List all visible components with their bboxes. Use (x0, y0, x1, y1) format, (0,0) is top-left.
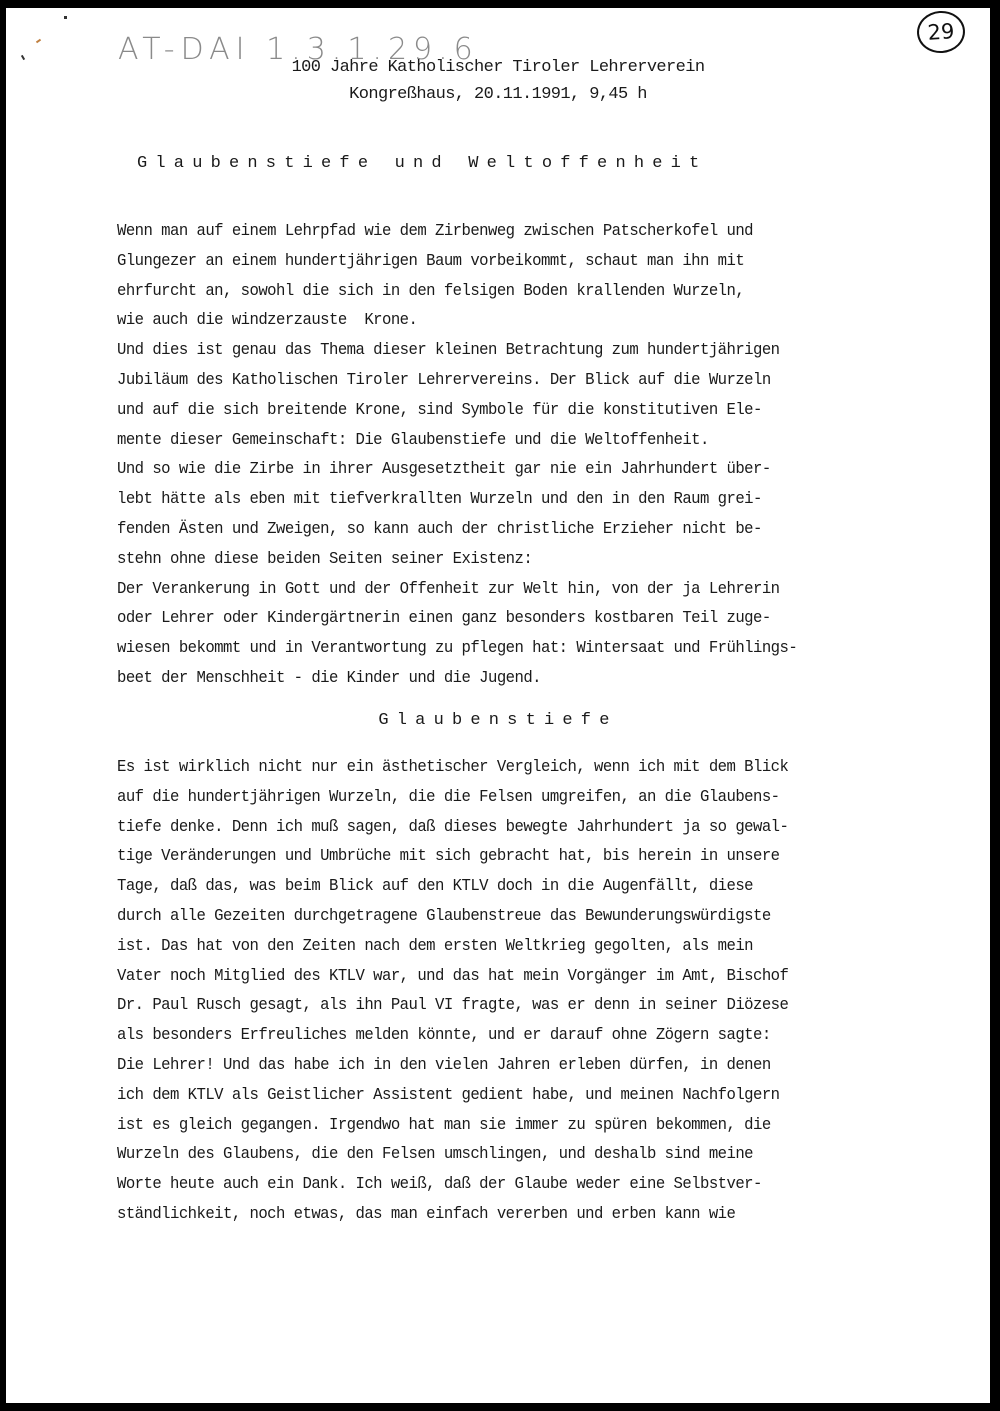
text-line: und auf die sich breitende Krone, sind Symbole für die konstitutiven Ele- (117, 400, 762, 420)
text-line: Es ist wirklich nicht nur ein ästhetischer Vergleich, wenn ich mit dem Blick (117, 758, 789, 777)
text-line: mente dieser Gemeinschaft: Die Glaubenstiefe und die Weltoffenheit. (117, 430, 709, 450)
scan-speck (36, 39, 41, 44)
text-line: tige Veränderungen und Umbrüche mit sich gebracht hat, bis herein in unsere (117, 847, 780, 867)
text-line: oder Lehrer oder Kindergärtnerin einen ganz besonders kostbaren Teil zuge- (117, 609, 771, 629)
text-line: ich dem KTLV als Geistlicher Assistent gedient habe, und meinen Nachfolgern (117, 1085, 780, 1105)
archive-signature: AT-DAI 1.3.1.29.6 (118, 32, 479, 67)
text-line: Tage, daß das, was beim Blick auf den KTLV doch in die Augenfällt, diese (117, 877, 754, 897)
text-line: Wenn man auf einem Lehrpfad wie dem Zirbenweg zwischen Patscherkofel und (117, 222, 754, 241)
text-line: Die Lehrer! Und das habe ich in den vielen Jahren erleben dürfen, in denen (117, 1055, 771, 1075)
header-venue-date: Kongreßhaus, 20.11.1991, 9,45 h (349, 85, 647, 104)
text-line: ist. Das hat von den Zeiten nach dem ersten Weltkrieg gegolten, als mein (117, 936, 754, 956)
text-line: auf die hundertjährigen Wurzeln, die die Felsen umgreifen, an die Glaubens- (117, 787, 780, 807)
text-line: Vater noch Mitglied des KTLV war, und das hat mein Vorgänger im Amt, Bischof (117, 966, 789, 986)
intro-paragraph (117, 217, 856, 694)
text-line: Jubiläum des Katholischen Tiroler Lehrervereins. Der Blick auf die Wurzeln (117, 370, 771, 390)
text-line: stehn ohne diese beiden Seiten seiner Existenz: (117, 549, 533, 569)
document-page (6, 8, 990, 1403)
text-line: ehrfurcht an, sowohl die sich in den felsigen Boden krallenden Wurzeln, (117, 281, 745, 301)
page-number-circled (916, 9, 967, 54)
section-heading: Glaubenstiefe (378, 711, 618, 730)
text-line: Worte heute auch ein Dank. Ich weiß, daß der Glaube weder eine Selbstver- (117, 1175, 762, 1195)
text-line: ständlichkeit, noch etwas, das man einfach vererben und erben kann wie (117, 1204, 736, 1224)
text-line: Glungezer an einem hundertjährigen Baum vorbeikommt, schaut man ihn mit (117, 251, 745, 271)
section-paragraph (117, 753, 847, 1230)
text-line: durch alle Gezeiten durchgetragene Glaubenstreue das Bewunderungswürdigste (117, 906, 771, 926)
header-event-title: 100 Jahre Katholischer Tiroler Lehrerverein (291, 58, 705, 77)
text-line: Und so wie die Zirbe in ihrer Ausgesetztheit gar nie ein Jahrhundert über- (117, 460, 771, 480)
text-line: ist es gleich gegangen. Irgendwo hat man sie immer zu spüren bekommen, die (117, 1115, 771, 1135)
text-line: wiesen bekommt und in Verantwortung zu pflegen hat: Wintersaat und Frühlings- (117, 639, 798, 659)
document-title: Glaubenstiefe und Weltoffenheit (137, 154, 708, 173)
text-line: wie auch die windzerzauste Krone. (117, 311, 418, 331)
text-line: lebt hätte als eben mit tiefverkrallten Wurzeln und den in den Raum grei- (117, 490, 762, 510)
text-line: tiefe denke. Denn ich muß sagen, daß dieses bewegte Jahrhundert ja so gewal- (117, 817, 789, 837)
text-line: als besonders Erfreuliches melden könnte, und er darauf ohne Zögern sagte: (117, 1026, 771, 1046)
text-line: Wurzeln des Glaubens, die den Felsen umschlingen, und deshalb sind meine (117, 1145, 754, 1165)
text-line: Dr. Paul Rusch gesagt, als ihn Paul VI fragte, was er denn in seiner Diözese (117, 996, 789, 1016)
scan-speck (64, 16, 67, 19)
text-line: fenden Ästen und Zweigen, so kann auch der christliche Erzieher nicht be- (117, 519, 762, 539)
text-line: beet der Menschheit - die Kinder und die Jugend. (117, 668, 542, 688)
page-number: 29 (926, 19, 956, 45)
text-line: Der Verankerung in Gott und der Offenheit zur Welt hin, von der ja Lehrerin (117, 579, 780, 599)
text-line: Und dies ist genau das Thema dieser kleinen Betrachtung zum hundertjährigen (117, 341, 780, 361)
